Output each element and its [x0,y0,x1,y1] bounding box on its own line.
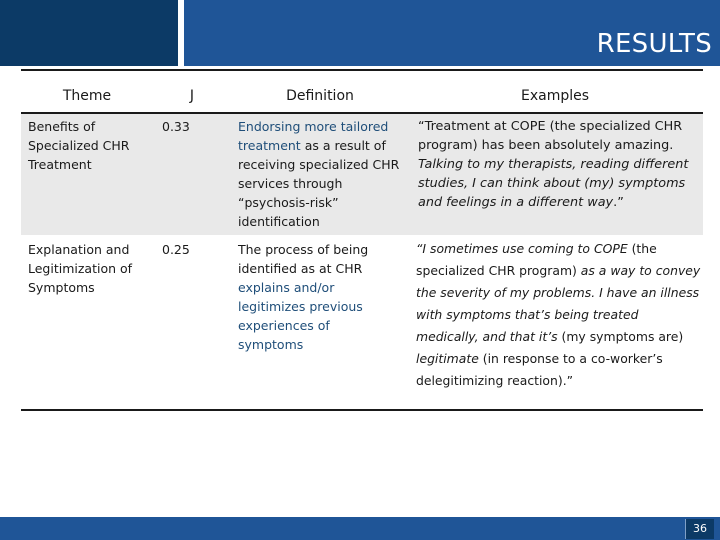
column-header-examples: Examples [520,88,590,104]
definition-text: as a result of receiving specialized CHR services through “psychosis-risk” identification [238,138,400,229]
theme-cell: Benefits of Specialized CHR Treatment [28,119,130,172]
example-text: (my symptoms are) [557,329,684,344]
header-band-left [0,0,178,66]
example-cell [416,238,702,392]
example-italic: as a way to convey the severity of my problems. I have an illness with symptoms that’s being treated medically, and that it’s [416,263,701,344]
definition-text: The process of being identified as at CHR [238,242,369,276]
definition-cell [238,117,408,231]
example-text: “Treatment at COPE (the specialized CHR program) has been absolutely amazing. [418,119,683,153]
definition-highlight: explains and/or legitimizes previous experiences of symptoms [238,280,363,352]
example-cell [418,117,702,212]
column-header-j: J [189,88,195,104]
slide-title: RESULTS [596,29,712,59]
example-italic: legitimate [416,351,479,366]
theme-cell: Explanation and Legitimization of Symptoms [28,242,133,295]
table-rule-top [21,69,703,71]
j-cell: 0.33 [162,119,190,134]
footer-band [0,517,720,540]
example-text: (the specialized CHR program) [416,241,657,278]
table-rule-bottom [21,409,703,411]
definition-highlight: Endorsing more tailored treatment [238,119,389,153]
column-header-theme: Theme [62,88,112,104]
definition-cell [238,240,378,354]
example-italic: “I sometimes use coming to COPE [416,241,628,256]
example-text: .” [613,195,624,210]
j-cell: 0.25 [162,242,190,257]
page-number: 36 [685,519,714,539]
example-text: (in response to a co-worker’s delegitimizing reaction).” [416,351,663,388]
column-header-definition: Definition [286,88,354,104]
example-italic: Talking to my therapists, reading different studies, I can think about (my) symptoms and feelings in a different way [418,157,689,210]
